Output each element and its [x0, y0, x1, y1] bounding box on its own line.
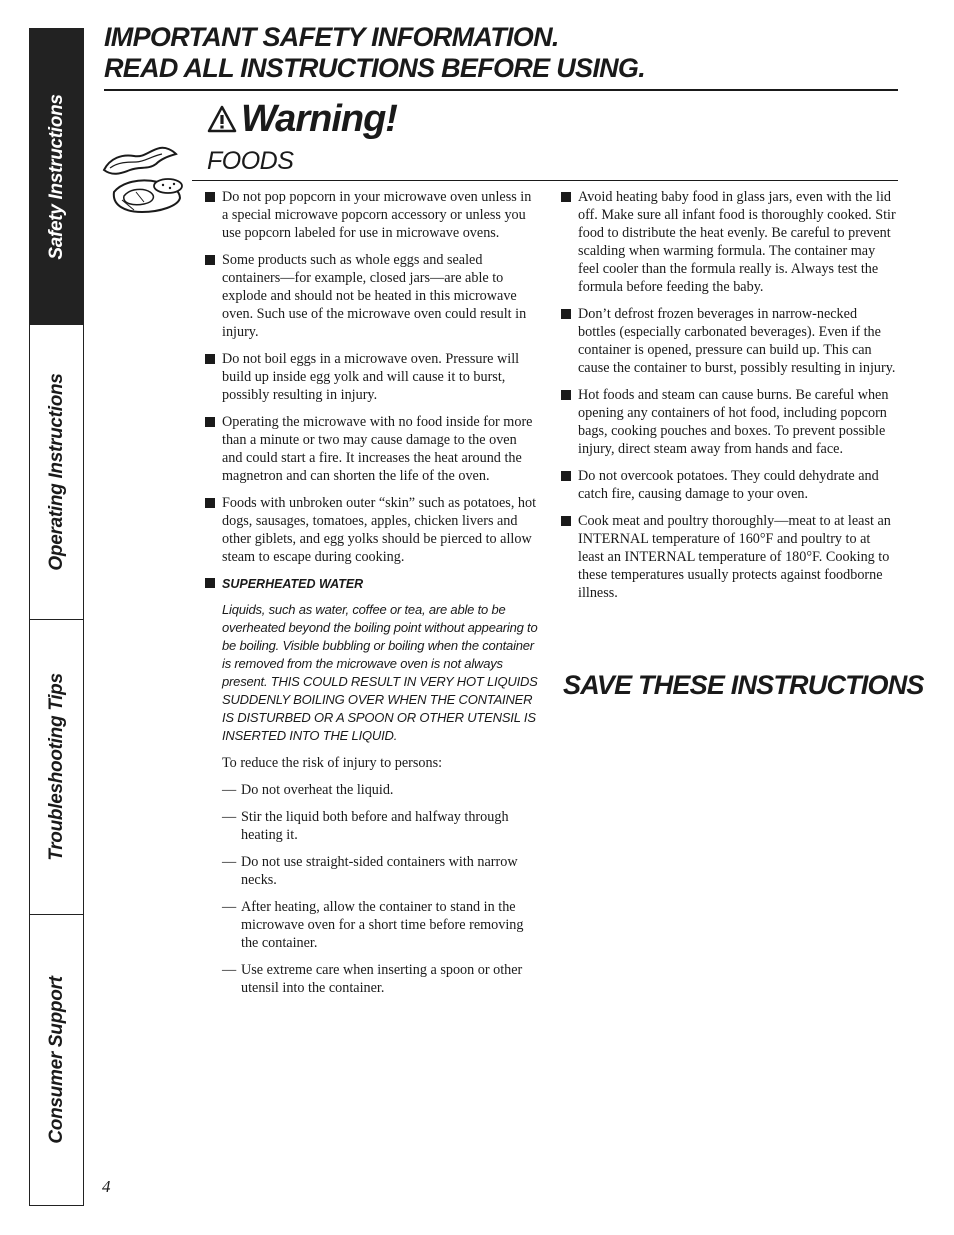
- square-bullet-icon: [205, 192, 215, 202]
- dash-text: Use extreme care when inserting a spoon or other utensil into the container.: [241, 962, 523, 996]
- dash-marker: —: [222, 809, 237, 825]
- square-bullet-icon: [205, 354, 215, 364]
- dash-marker: —: [222, 962, 237, 978]
- tab-label: Operating Instructions: [45, 373, 67, 571]
- reduce-risk-intro: To reduce the risk of injury to persons:: [222, 755, 443, 771]
- bullet-text: Operating the microwave with no food inside for more than a minute or two may cause damage to the oven and could start a fire. It increases the heat around the magnetron and can shorten the life of the oven.: [222, 414, 533, 484]
- tab-consumer-support[interactable]: [30, 914, 83, 1205]
- tab-troubleshooting-tips[interactable]: [30, 619, 83, 914]
- list-item: [205, 898, 540, 952]
- list-item: [205, 961, 540, 997]
- left-column: [205, 188, 540, 1006]
- bullet-text: Foods with unbroken outer “skin” such as potatoes, hot dogs, sausages, tomatoes, apples, chicken livers and other giblets, and egg yolks should be pierced to allow steam to escape during cooking.: [222, 495, 537, 565]
- square-bullet-icon: [561, 471, 571, 481]
- square-bullet-icon: [205, 417, 215, 427]
- right-column: [561, 188, 898, 611]
- list-item: [205, 808, 540, 844]
- list-item: [205, 350, 540, 404]
- food-plate-icon: [100, 140, 190, 218]
- list-item: [561, 512, 898, 602]
- list-item: [561, 386, 898, 458]
- list-item: [205, 781, 540, 799]
- list-item: [205, 413, 540, 485]
- dash-text: Do not use straight-sided containers with narrow necks.: [241, 854, 518, 888]
- header-line-1: IMPORTANT SAFETY INFORMATION.: [104, 22, 559, 52]
- section-divider: [192, 180, 898, 181]
- warning-title: Warning!: [241, 98, 397, 140]
- tab-label: Troubleshooting Tips: [45, 673, 67, 861]
- dash-text: After heating, allow the container to stand in the microwave oven for a short time before removing the container.: [241, 899, 524, 951]
- tab-label: Consumer Support: [45, 976, 67, 1144]
- tab-label: Safety Instructions: [45, 93, 67, 260]
- list-item: [205, 188, 540, 242]
- bullet-text: Do not boil eggs in a microwave oven. Pressure will build up inside egg yolk and will cause it to burst, possibly resulting in injury.: [222, 351, 520, 403]
- save-instructions-heading: SAVE THESE INSTRUCTIONS: [563, 670, 924, 700]
- warning-triangle-icon: [207, 104, 237, 134]
- bullet-text: Do not pop popcorn in your microwave oven unless in a special microwave popcorn accessory or unless you use popcorn labeled for use in microwave ovens.: [222, 189, 532, 241]
- superheated-text: Liquids, such as water, coffee or tea, are able to be overheated beyond the boiling point without appearing to be boiling. Visible bubbling or boiling when the container is removed from the microwave oven is not always present. THIS COULD RESULT IN VERY HOT LIQUIDS SUDDENLY BOILING OVER WHEN THE CONTAINER IS DISTURBED OR A SPOON OR OTHER UTENSIL IS INSERTED INTO THE LIQUID.: [222, 602, 538, 743]
- bullet-text: Do not overcook potatoes. They could dehydrate and catch fire, causing damage to your oven.: [578, 468, 879, 502]
- tab-safety-instructions[interactable]: [30, 29, 83, 324]
- square-bullet-icon: [561, 390, 571, 400]
- list-item: [205, 251, 540, 341]
- list-item: [561, 305, 898, 377]
- section-title: FOODS: [207, 147, 294, 175]
- page-header: [104, 22, 898, 91]
- superheated-heading: [205, 575, 540, 593]
- square-bullet-icon: [205, 498, 215, 508]
- superheated-heading-text: SUPERHEATED WATER: [222, 577, 364, 591]
- dash-marker: —: [222, 782, 237, 798]
- dash-text: Do not overheat the liquid.: [241, 782, 394, 798]
- header-line-2: READ ALL INSTRUCTIONS BEFORE USING.: [104, 53, 646, 83]
- bullet-text: Cook meat and poultry thoroughly—meat to at least an INTERNAL temperature of 160°F and poultry to at least an INTERNAL temperature of 180°F. Cooking to these temperatures usually protects against foodborne illness.: [578, 513, 891, 601]
- page-number: 4: [102, 1177, 111, 1196]
- bullet-text: Avoid heating baby food in glass jars, even with the lid off. Make sure all infant food is thoroughly cooked. Stir food to distribute the heat evenly. Be careful to prevent scalding when warming formula. The container may feel cooler than the formula really is. Always test the formula before feeding the baby.: [578, 189, 896, 295]
- list-item: [561, 467, 898, 503]
- square-bullet-icon: [561, 192, 571, 202]
- side-tab-bar: [29, 28, 84, 1206]
- bullet-text: Hot foods and steam can cause burns. Be careful when opening any containers of hot food, including popcorn bags, cooking pouches and boxes. To prevent possible injury, direct steam away from hands and face.: [578, 387, 889, 457]
- bullet-text: Don’t defrost frozen beverages in narrow-necked bottles (especially carbonated beverages). Even if the container is opened, pressure can build up. This can cause the container to burst, possibly resulting in injury.: [578, 306, 896, 376]
- list-item: [205, 494, 540, 566]
- list-item: [561, 188, 898, 296]
- warning-heading: [207, 97, 397, 141]
- dash-marker: —: [222, 854, 237, 870]
- square-bullet-icon: [205, 255, 215, 265]
- square-bullet-icon: [205, 578, 215, 588]
- tab-operating-instructions[interactable]: [30, 324, 83, 619]
- square-bullet-icon: [561, 516, 571, 526]
- square-bullet-icon: [561, 309, 571, 319]
- list-item: [205, 853, 540, 889]
- bullet-text: Some products such as whole eggs and sealed containers—for example, closed jars—are able to explode and should not be heated in this microwave oven. Such use of the microwave oven could result in injury.: [222, 252, 527, 340]
- dash-marker: —: [222, 899, 237, 915]
- dash-text: Stir the liquid both before and halfway through heating it.: [241, 809, 509, 843]
